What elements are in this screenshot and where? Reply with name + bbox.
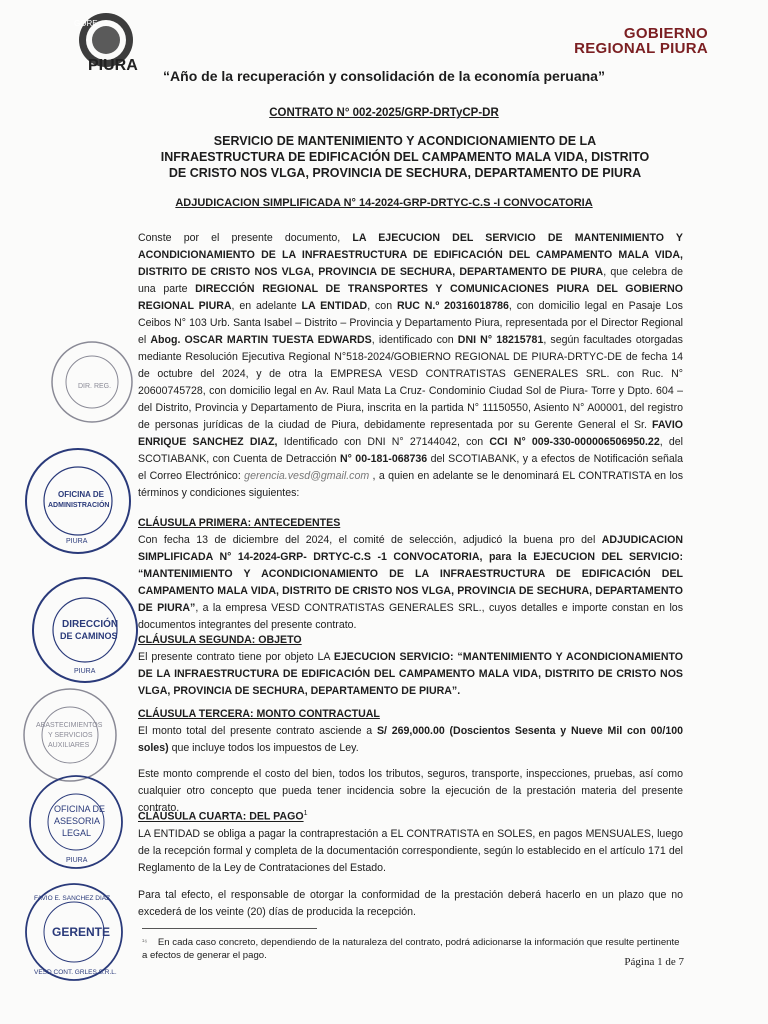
stamp-text: AUXILIARES bbox=[48, 742, 90, 749]
supplies-services-stamp bbox=[20, 685, 120, 785]
intro-text: , con domicilio legal en Pasaje Los Ceibos N° 103 Urb. Santa Isabel – Distrito – Provincia y Departamento Piura, representada por el Director Regional el bbox=[138, 300, 683, 346]
intro-text: , del SCOTIABANK, con Cuenta de Detracción bbox=[138, 436, 683, 465]
logo-small-text: GORE bbox=[74, 19, 98, 28]
clause-text: Para tal efecto, el responsable de otorgar la conformidad de la prestación deberá hacerlo en un plazo que no excederá de los veinte (20) días de producida la recepción. bbox=[138, 888, 683, 918]
stamp-text: PIURA bbox=[74, 668, 96, 675]
contractor-manager-stamp bbox=[22, 880, 126, 984]
clause-bold-text: ADJUDICACION SIMPLIFICADA N° 14-2024-GRP- DRTYC-C.S -1 CONVOCATORIA, para la EJECUCION DEL SERVICIO: “MANTENIMIENTO Y ACONDICIONAMIENTO DE LA INFRAESTRUCTURA DE EDIFICACIÓN DEL CAMPAMENTO MALA VIDA, DISTRITO DE CRISTO NOS VLGA, PROVINCIA DE SECHURA, DEPARTAMENTO DE PIURA” bbox=[138, 534, 683, 614]
intro-ruc: RUC N.º 20316018786 bbox=[396, 300, 509, 312]
intro-text: Conste por el presente documento, bbox=[138, 232, 353, 244]
stamp-text: GERENTE bbox=[52, 925, 111, 939]
administration-office-stamp bbox=[22, 445, 134, 557]
intro-text: Identificado con DNI N° 27144042, con bbox=[277, 436, 490, 448]
stamp-text: PIURA bbox=[66, 538, 88, 545]
stamp-text: DIRECCIÓN bbox=[62, 619, 119, 630]
intro-text: , que celebra de una parte bbox=[138, 266, 683, 295]
stamp-text: FAVIO E. SANCHEZ DIAZ bbox=[34, 895, 111, 902]
year-motto: “Año de la recuperación y consolidación de la economía peruana” bbox=[163, 68, 605, 84]
clause-cuarta bbox=[138, 805, 683, 921]
footnote-text: En cada caso concreto, dependiendo de la naturaleza del contrato, podrá adicionarse la información que resulte pertinente a efectos de generar el pago. bbox=[142, 937, 680, 961]
intro-dni: DNI N° 18215781 bbox=[457, 334, 544, 346]
roads-directorate-stamp bbox=[30, 575, 140, 685]
logo-text: PIURA bbox=[88, 57, 138, 74]
clause-text: que incluye todos los impuestos de Ley. bbox=[168, 742, 359, 754]
stamp-text: LEGAL bbox=[62, 828, 92, 838]
regional-director-stamp bbox=[50, 340, 134, 424]
contractor-email: gerencia.vesd@gmail.com bbox=[244, 470, 370, 482]
stamp-text: ADMINISTRACIÓN bbox=[48, 502, 110, 509]
clause-text: Este monto comprende el costo del bien, todos los tributos, seguros, transporte, inspecciones, pruebas, así como cualquier otro concepto que pueda tener incidencia sobre la ejecución de la prestación materia del presente contrato. bbox=[138, 768, 683, 814]
clause-text: LA ENTIDAD se obliga a pagar la contraprestación a EL CONTRATISTA en SOLES, en pagos MENSUALES, luego de la recepción formal y completa de la documentación correspondiente, según lo establecido en el artículo 171 del Reglamento de la Ley de Contrataciones del Estado. bbox=[138, 827, 683, 874]
clause-tercera bbox=[138, 706, 683, 817]
stamp-text: OFICINA DE bbox=[58, 490, 104, 499]
clause-heading: CLÁUSULA CUARTA: DEL PAGO bbox=[138, 810, 304, 823]
government-heading bbox=[574, 26, 708, 56]
intro-service: LA EJECUCION DEL SERVICIO DE MANTENIMIENTO Y ACONDICIONAMIENTO DE LA INFRAESTRUCTURA DE EDIFICACIÓN DEL CAMPAMENTO MALA VIDA, DISTRITO DE CRISTO NOS VLGA, PROVINCIA DE SECHURA, DEPARTAMENTO DE PIURA bbox=[138, 232, 683, 278]
intro-director: Abog. OSCAR MARTIN TUESTA EDWARDS bbox=[150, 334, 372, 346]
stamp-text: OFICINA DE bbox=[54, 804, 106, 814]
footnote-divider bbox=[142, 928, 317, 929]
legal-advisory-stamp bbox=[26, 772, 126, 872]
government-line-2: REGIONAL PIURA bbox=[574, 40, 708, 57]
stamp-text: DE CAMINOS bbox=[60, 631, 118, 641]
footnote-ref: 1 bbox=[303, 810, 308, 817]
footnote bbox=[142, 936, 687, 962]
stamp-text: DIR. REG. bbox=[78, 383, 112, 390]
stamp-text: ASESORIA bbox=[54, 816, 101, 826]
intro-entity-alias: LA ENTIDAD bbox=[301, 300, 368, 312]
clause-text: Con fecha 13 de diciembre del 2024, el comité de selección, adjudicó la buena pro del bbox=[138, 534, 602, 546]
footnote-mark: ¹⁶ bbox=[142, 939, 148, 946]
clause-segunda bbox=[138, 632, 683, 700]
intro-manager: FAVIO ENRIQUE SANCHEZ DIAZ, bbox=[138, 419, 683, 448]
clause-heading: CLÁUSULA TERCERA: MONTO CONTRACTUAL bbox=[138, 708, 380, 720]
contract-amount: S/ 269,000.00 (Doscientos Sesenta y Nueve Mil con 00/100 soles) bbox=[138, 725, 683, 754]
clause-text: El monto total del presente contrato asciende a bbox=[138, 725, 377, 737]
stamp-text: VESD CONT. GRLES S.R.L. bbox=[34, 969, 117, 976]
intro-text: , identificado con bbox=[371, 334, 458, 346]
clause-heading: CLÁUSULA PRIMERA: ANTECEDENTES bbox=[138, 517, 341, 529]
stamp-text: Y SERVICIOS bbox=[48, 732, 93, 739]
page-number: Página 1 de 7 bbox=[624, 956, 684, 968]
contract-title: CONTRATO N° 002-2025/GRP-DRTyCP-DR bbox=[269, 107, 499, 119]
clause-primera bbox=[138, 515, 683, 634]
intro-text: del SCOTIABANK, y a efectos de Notificación señala el Correo Electrónico: bbox=[138, 453, 683, 482]
clause-bold-text: EJECUCION SERVICIO: “MANTENIMIENTO Y ACONDICIONAMIENTO DE LA INFRAESTRUCTURA DE EDIFICACIÓN DEL CAMPAMENTO MALA VIDA, DISTRITO DE CRISTO NOS VLGA, PROVINCIA DE SECHURA, DEPARTAMENTO DE PIURA”. bbox=[138, 651, 683, 697]
adjudication-title: ADJUDICACION SIMPLIFICADA N° 14-2024-GRP-DRTYC-C.S -I CONVOCATORIA bbox=[175, 197, 593, 209]
clause-text: El presente contrato tiene por objeto LA bbox=[138, 651, 334, 663]
clause-heading: CLÁUSULA SEGUNDA: OBJETO bbox=[138, 634, 302, 646]
intro-text: , según facultades otorgadas mediante Resolución Ejecutiva Regional N°518-2024/GOBIERNO REGIONAL DE PIURA-DRTYC-DE de fecha 14 de octubre del 2024, y de otra la EMPRESA VESD CONTRATISTAS GENERALES SRL. con Ruc. N° 20600745728, con domicilio legal en Av. Raul Mata La Cruz- Condominio Ciudad Sol de Piura- Torre y Dpto. 604 – del Distrito, Provincia y Departamento de Piura, inscrita en la partida N° 11150550, Asiento N° A00001, del registro de personas jurídicas de la ciudad de Piura, debidamente representada por su Gerente General el Sr. bbox=[138, 334, 683, 431]
stamp-text: ABASTECIMIENTOS bbox=[36, 722, 103, 729]
intro-cci: CCI N° 009-330-000006506950.22 bbox=[489, 436, 660, 448]
intro-text: , con bbox=[367, 300, 397, 312]
service-title: SERVICIO DE MANTENIMIENTO Y ACONDICIONAMIENTO DE LA INFRAESTRUCTURA DE EDIFICACIÓN DEL CAMPAMENTO MALA VIDA, DISTRITO DE CRISTO NOS VLGA, PROVINCIA DE SECHURA, DEPARTAMENTO DE PIURA bbox=[160, 134, 650, 180]
government-line-1: GOBIERNO bbox=[623, 25, 708, 42]
intro-entity: DIRECCIÓN REGIONAL DE TRANSPORTES Y COMUNICACIONES PIURA DEL GOBIERNO REGIONAL PIURA bbox=[138, 283, 683, 312]
intro-text: , a quien en adelante se le denominará EL CONTRATISTA en los términos y condiciones siguientes: bbox=[138, 470, 683, 499]
intro-paragraph bbox=[138, 230, 683, 502]
intro-detraction-account: N° 00-181-068736 bbox=[340, 453, 428, 465]
stamp-text: PIURA bbox=[66, 857, 88, 864]
clause-text: , a la empresa VESD CONTRATISTAS GENERALES SRL., cuyos detalles e importe constan en los documentos integrantes del presente contrato. bbox=[138, 602, 683, 631]
intro-text: , en adelante bbox=[231, 300, 302, 312]
